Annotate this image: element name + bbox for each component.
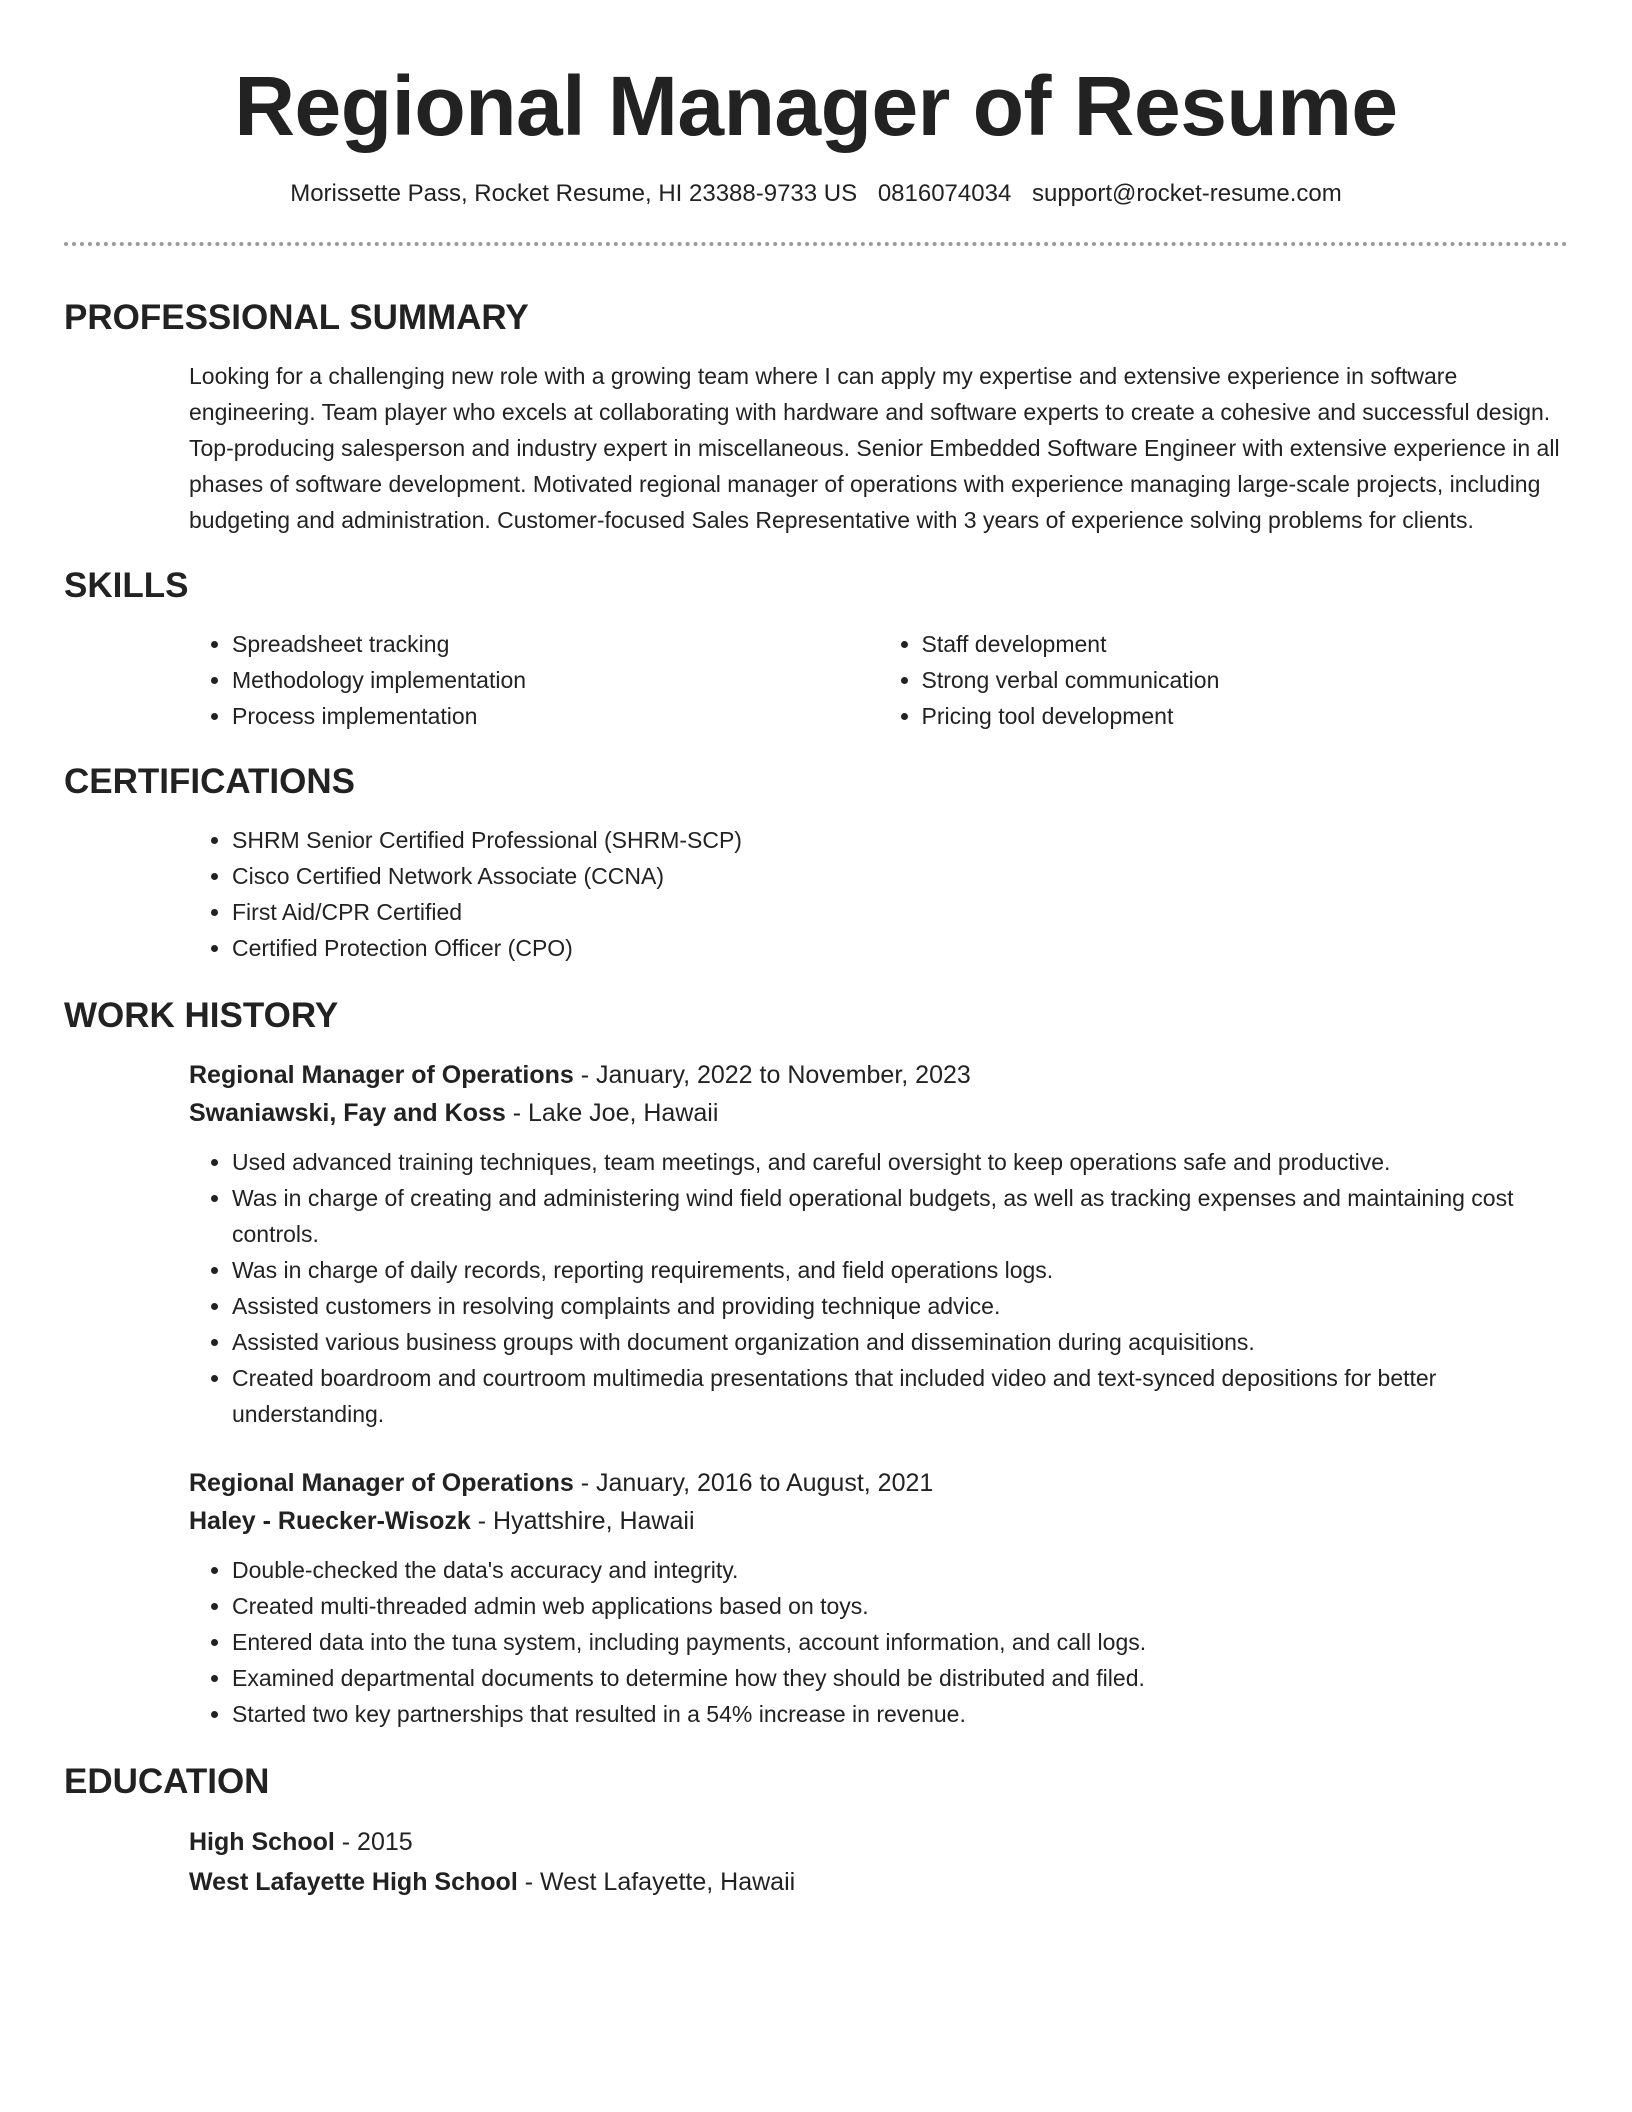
- job-bullet: • Entered data into the tuna system, including payments, account information, and call logs.: [232, 1624, 1568, 1660]
- skill-item: • Strong verbal communication: [922, 662, 1569, 698]
- certifications-body: [64, 822, 1568, 966]
- education-location: - West Lafayette, Hawaii: [517, 1868, 796, 1896]
- education-school: West Lafayette High School: [189, 1868, 518, 1896]
- job-title: Regional Manager of Operations: [189, 1061, 574, 1089]
- job-bullet: • Assisted various business groups with document organization and dissemination during acquisitions.: [232, 1324, 1568, 1360]
- job-company: Haley - Ruecker-Wisozk: [189, 1507, 471, 1535]
- job-bullet: • Started two key partnerships that resulted in a 54% increase in revenue.: [232, 1696, 1568, 1732]
- job-company: Swaniawski, Fay and Koss: [189, 1099, 506, 1127]
- job-location: - Hyattshire, Hawaii: [470, 1507, 695, 1535]
- job-bullet: • Examined departmental documents to determine how they should be distributed and filed.: [232, 1660, 1568, 1696]
- contact-email: support@rocket-resume.com: [1031, 180, 1342, 207]
- education-entry: [64, 1822, 1568, 1902]
- section-heading: SKILLS: [64, 566, 189, 605]
- job-bullet: • Assisted customers in resolving complaints and providing technique advice.: [232, 1288, 1568, 1324]
- skills-list-right: [879, 626, 1569, 734]
- job-dates: - January, 2022 to November, 2023: [573, 1061, 971, 1089]
- job-bullet: • Double-checked the data's accuracy and integrity.: [232, 1552, 1568, 1588]
- section-education: [64, 1760, 1568, 1902]
- job-bullet: • Created boardroom and courtroom multimedia presentations that included video and text-synced depositions for better understanding.: [232, 1360, 1568, 1432]
- section-skills: [64, 564, 1568, 734]
- contact-phone: 0816074034: [877, 180, 1012, 207]
- job-bullets: [189, 1552, 1568, 1732]
- job-title: Regional Manager of Operations: [189, 1469, 574, 1497]
- education-degree: High School: [189, 1828, 335, 1856]
- job-dates: - January, 2016 to August, 2021: [573, 1469, 934, 1497]
- skill-item: • Spreadsheet tracking: [232, 626, 879, 662]
- job-title-line: [189, 1464, 1568, 1502]
- certification-item: • Certified Protection Officer (CPO): [232, 930, 1568, 966]
- job-bullet: • Was in charge of daily records, reporting requirements, and field operations logs.: [232, 1252, 1568, 1288]
- job-company-line: [189, 1502, 1568, 1540]
- section-heading: PROFESSIONAL SUMMARY: [64, 298, 529, 337]
- contact-address: Morissette Pass, Rocket Resume, HI 23388-9733 US: [290, 180, 858, 207]
- job-bullets: [189, 1144, 1568, 1432]
- skills-list-left: [189, 626, 879, 734]
- section-heading: CERTIFICATIONS: [64, 762, 356, 801]
- section-heading: WORK HISTORY: [64, 996, 339, 1035]
- job-bullet: • Was in charge of creating and administering wind field operational budgets, as well as tracking expenses and maintaining cost controls.: [232, 1180, 1568, 1252]
- contact-line: [64, 178, 1568, 210]
- certification-item: • SHRM Senior Certified Professional (SHRM-SCP): [232, 822, 1568, 858]
- education-school-line: [189, 1862, 1568, 1902]
- education-degree-line: [189, 1822, 1568, 1862]
- skill-item: • Process implementation: [232, 698, 879, 734]
- certifications-list: [189, 822, 1568, 966]
- certification-item: • First Aid/CPR Certified: [232, 894, 1568, 930]
- summary-text: Looking for a challenging new role with a growing team where I can apply my expertise and extensive experience in software engineering. Team player who excels at collaborating with hardware and software experts to create a cohesive and successful design. Top-producing salesperson and industry expert in miscellaneous. Senior Embedded Software Engineer with extensive experience in all phases of software development. Motivated regional manager of operations with experience managing large-scale projects, including budgeting and administration. Customer-focused Sales Representative with 3 years of experience solving problems for clients.: [189, 363, 1560, 533]
- section-heading: EDUCATION: [64, 1762, 270, 1801]
- skill-item: • Methodology implementation: [232, 662, 879, 698]
- header-divider: [64, 242, 1568, 246]
- job-bullet: • Used advanced training techniques, team meetings, and careful oversight to keep operations safe and productive.: [232, 1144, 1568, 1180]
- section-work-history: [64, 994, 1568, 1732]
- skill-item: • Staff development: [922, 626, 1569, 662]
- section-certifications: [64, 760, 1568, 966]
- skill-item: • Pricing tool development: [922, 698, 1569, 734]
- skills-columns: [64, 626, 1568, 734]
- resume-title: Regional Manager of Resume: [234, 59, 1398, 153]
- job-bullet: • Created multi-threaded admin web applications based on toys.: [232, 1588, 1568, 1624]
- education-year: - 2015: [334, 1828, 413, 1856]
- job-company-line: [189, 1094, 1568, 1132]
- section-professional-summary: [64, 296, 1568, 538]
- job-entry: [64, 1056, 1568, 1432]
- job-location: - Lake Joe, Hawaii: [505, 1099, 719, 1127]
- job-title-line: [189, 1056, 1568, 1094]
- job-entry: [64, 1464, 1568, 1732]
- certification-item: • Cisco Certified Network Associate (CCNA): [232, 858, 1568, 894]
